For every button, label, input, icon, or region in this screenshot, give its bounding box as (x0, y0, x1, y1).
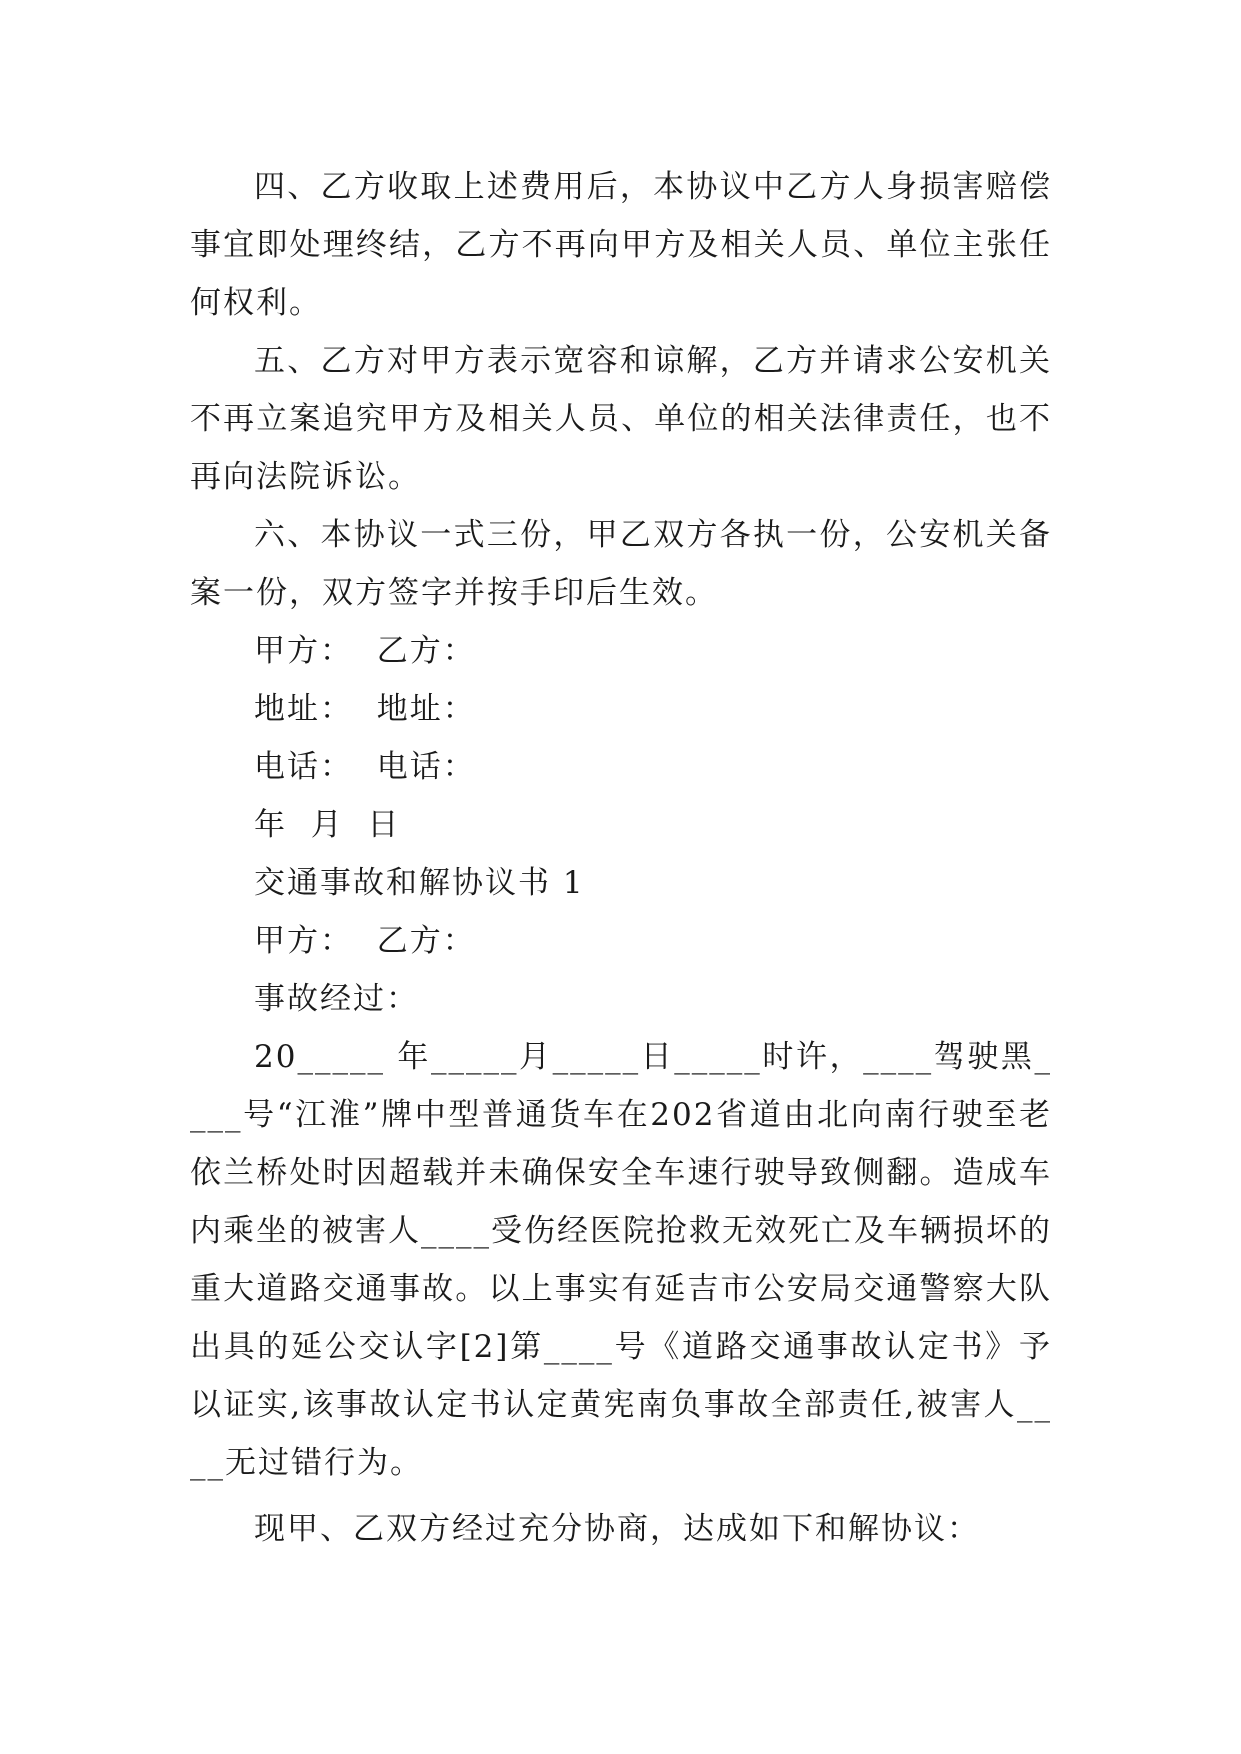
signature-address: 地址： 地址： (254, 691, 476, 727)
document-page (190, 158, 1052, 1558)
section-title: 交通事故和解协议书 1 (254, 865, 585, 901)
accident-paragraph: 20_____ 年_____月_____日_____时许，____驾驶黑____号“江淮”牌中型普通货车在202省道由北向南行驶至老依兰桥处时因超载并未确保安全车速行驶导致侧翻。造成车内乘坐的被害人____受伤经医院抢救无效死亡及车辆损坏的重大道路交通事故。以上事实有延吉市公安局交通警察大队出具的延公交认字[2]第____号《道路交通事故认定书》予以证实,该事故认定书认定黄宪南负事故全部责任,被害人____无过错行为。 (190, 1039, 1052, 1481)
clause-four: 四、乙方收取上述费用后，本协议中乙方人身损害赔偿事宜即处理终结，乙方不再向甲方及相关人员、单位主张任何权利。 (190, 169, 1052, 321)
agreement-intro: 现甲、乙双方经过充分协商，达成如下和解协议： (254, 1511, 980, 1547)
section-parties: 甲方： 乙方： (254, 923, 476, 959)
accident-label: 事故经过： (254, 981, 419, 1017)
signature-phone: 电话： 电话： (254, 749, 476, 785)
signature-date: 年 月 日 (254, 807, 401, 843)
clause-five: 五、乙方对甲方表示宽容和谅解，乙方并请求公安机关不再立案追究甲方及相关人员、单位的相关法律责任，也不再向法院诉讼。 (190, 343, 1052, 495)
clause-six: 六、本协议一式三份，甲乙双方各执一份，公安机关备案一份，双方签字并按手印后生效。 (190, 517, 1052, 611)
signature-parties: 甲方： 乙方： (254, 633, 476, 669)
